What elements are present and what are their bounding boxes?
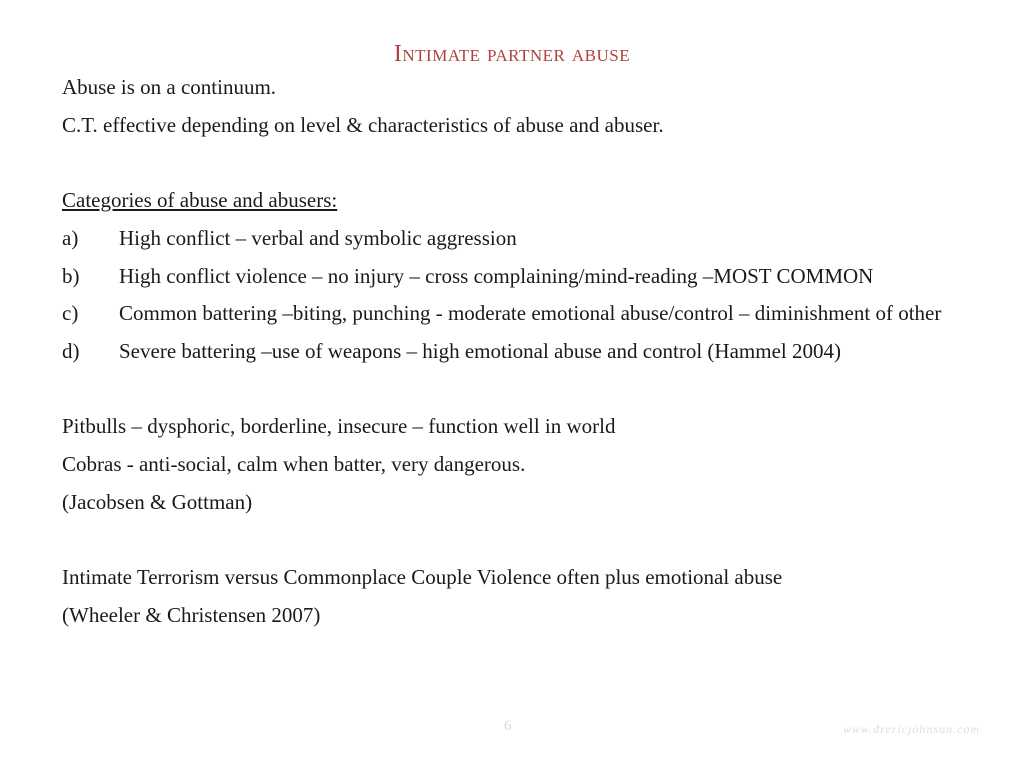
category-text: High conflict violence – no injury – cross complaining/mind-reading –MOST COMMON	[119, 263, 874, 288]
citation-line: (Wheeler & Christensen 2007)	[62, 602, 321, 627]
intro-line: Abuse is on a continuum.	[62, 75, 277, 99]
list-marker: b)	[62, 263, 80, 288]
category-item	[62, 220, 962, 258]
categories-heading: Categories of abuse and abusers:	[62, 188, 338, 213]
slide-title: Intimate partner abuse	[393, 41, 631, 67]
spacer	[62, 144, 962, 182]
page-number: 6	[504, 718, 512, 734]
abuser-type-line: Pitbulls – dysphoric, borderline, insecure – function well in world	[62, 414, 616, 439]
closing-line: Intimate Terrorism versus Commonplace Couple Violence often plus emotional abuse	[62, 565, 783, 590]
spacer	[62, 371, 962, 409]
list-marker: c)	[62, 301, 79, 326]
citation-line: (Jacobsen & Gottman)	[62, 489, 253, 514]
category-item	[62, 295, 962, 333]
category-text: Severe battering –use of weapons – high emotional abuse and control (Hammel 2004)	[119, 338, 841, 363]
slide-body	[62, 69, 962, 635]
watermark: www.drericjohnson.com	[843, 722, 980, 736]
abuser-type-line: Cobras - anti-social, calm when batter, very dangerous.	[62, 452, 526, 476]
list-marker: d)	[62, 338, 80, 363]
spacer	[62, 521, 962, 559]
category-text: Common battering –biting, punching - moderate emotional abuse/control – diminishment of other	[119, 301, 942, 326]
category-text: High conflict – verbal and symbolic aggression	[119, 225, 517, 250]
category-item	[62, 258, 962, 296]
list-marker: a)	[62, 225, 79, 250]
category-item	[62, 333, 962, 371]
intro-line: C.T. effective depending on level & characteristics of abuse and abuser.	[62, 112, 664, 137]
